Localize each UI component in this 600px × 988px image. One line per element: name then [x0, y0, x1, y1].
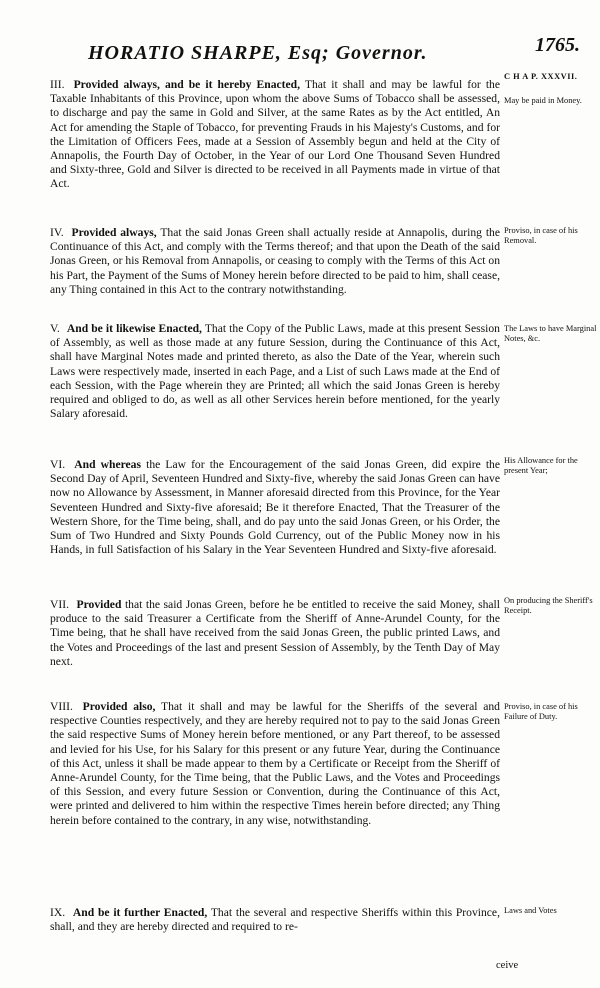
margin-note-iii: May be paid in Money.	[504, 96, 582, 105]
section-number: III.	[50, 78, 65, 91]
chapter-heading: C H A P. XXXVII.	[504, 72, 578, 81]
section-vii	[50, 598, 500, 669]
section-lead: And whereas	[74, 458, 141, 471]
section-v	[50, 322, 500, 421]
section-lead: Provided always,	[71, 226, 157, 239]
margin-note-v: The Laws to have Marginal Notes, &c.	[504, 324, 597, 343]
section-number: VIII.	[50, 700, 73, 713]
section-lead: And be it likewise Enacted,	[66, 322, 202, 335]
section-vi	[50, 458, 500, 557]
section-text: That it shall and may be lawful for the Taxable Inhabitants of this Province, upon whom the above Sums of Tobacco shall be assessed, to discharge and pay the same in Gold and Silver, at the same Rates as by the Act entitled, An Act for amending the Staple of Tobacco, for preventing Frauds in his Majesty's Customs, and for the Limitation of Officers Fees, made at a Session of Assembly begun and held at the City of Annapolis, the Fourth Day of October, in the Year of our Lord One Thousand Seven Hundred and Sixty-three, Gold and Silver is directed to be received in all Payments made in virtue of that Act.	[50, 78, 500, 191]
section-number: IX.	[50, 906, 66, 919]
margin-note-vii: On producing the Sheriff's Receipt.	[504, 596, 593, 615]
section-text: That it shall and may be lawful for the Sheriffs of the several and respective Counties respectively, and they are hereby required not to pay to the said Jonas Green the said respective Sums of Money herein before mentioned, or any Part thereof, to be assessed and levied for his Use, for his Salary for this present or any future Year, during the Continuance of this Act, unless it shall be made appear to them by a Certificate or Receipt from the Sheriff of Anne-Arundel County, for the Time being, that the Public Laws, and the Votes and Proceedings of this Session, and every future Session or Convention, during the Continuance of this Act, were printed and delivered to him within the respective Times herein before directed; any Thing herein before contained to the contrary, in any wise, notwithstanding.	[50, 700, 500, 827]
page-header	[60, 34, 580, 74]
running-title: HORATIO SHARPE, Esq; Governor.	[88, 42, 428, 64]
section-number: IV.	[50, 226, 64, 239]
section-iv	[50, 226, 500, 297]
section-iii	[50, 78, 500, 192]
margin-note-vi: His Allowance for the present Year;	[504, 456, 578, 475]
section-text: That the several and respective Sheriffs within this Province, shall, and they are hereby directed and required to re-	[50, 906, 500, 934]
section-lead: Provided also,	[82, 700, 156, 713]
section-lead: Provided	[76, 598, 122, 611]
section-number: V.	[50, 322, 60, 335]
section-number: VI.	[50, 458, 66, 471]
section-text: That the Copy of the Public Laws, made at this present Session of Assembly, as well as those made at any future Session, during the Continuance of this Act, shall have Marginal Notes made and printed thereto, as also the Date of the Year, wherein such Laws were respectively made, inserted in each Page, and a List of such Laws made at the End of each Session, with the Page wherein they are Printed; all which the said Jonas Green is hereby required and obliged to do, as well as all other Services herein before mentioned, for the yearly Salary aforesaid.	[50, 322, 500, 421]
section-text: the Law for the Encouragement of the said Jonas Green, did expire the Second Day of April, Seventeen Hundred and Sixty-five, whereby the said Jonas Green can have now no Allowance by Assessment, in Manner aforesaid directed from this Province, for the Year Seventeen Hundred and Sixty-five aforesaid; Be it therefore Enacted, That the Treasurer of the Western Shore, for the Time being, shall, and do pay unto the said Jonas Green, or his Order, the Sum of Two Hundred and Sixty Pounds Gold Currency, out of the Public Money now in his Hands, in full Satisfaction of his Salary in the Year Seventeen Hundred and Sixty-five aforesaid.	[50, 458, 500, 557]
margin-note-ix: Laws and Votes	[504, 906, 557, 915]
section-number: VII.	[50, 598, 69, 611]
section-ix	[50, 906, 500, 934]
margin-note-viii: Proviso, in case of his Failure of Duty.	[504, 702, 578, 721]
margin-note-chapter	[504, 72, 598, 82]
section-text: That the said Jonas Green shall actually reside at Annapolis, during the Continuance of this Act, and comply with the Terms thereof; and that upon the Death of the said Jonas Green, or his Removal from Annapolis, or ceasing to comply with the Terms of this Act on his Part, the Payment of the Sums of Money herein before directed to be paid to him, shall cease, any Thing contained in this Act to the contrary notwithstanding.	[50, 226, 500, 296]
section-lead: Provided always, and be it hereby Enacted,	[73, 78, 301, 91]
margin-note-iv: Proviso, in case of his Removal.	[504, 226, 578, 245]
section-text: that the said Jonas Green, before he be entitled to receive the said Money, shall produce to the said Treasurer a Certificate from the Sheriff of Anne-Arundel County, for the Time being, that he shall have received from the said Jonas Green, the public printed Laws, and the Votes and Proceedings of the last and present Session of Assembly, by the Tenth Day of May next.	[50, 598, 500, 668]
section-viii	[50, 700, 500, 828]
catchword: ceive	[496, 960, 519, 971]
page-year: 1765.	[535, 34, 580, 56]
section-lead: And be it further Enacted,	[72, 906, 208, 919]
